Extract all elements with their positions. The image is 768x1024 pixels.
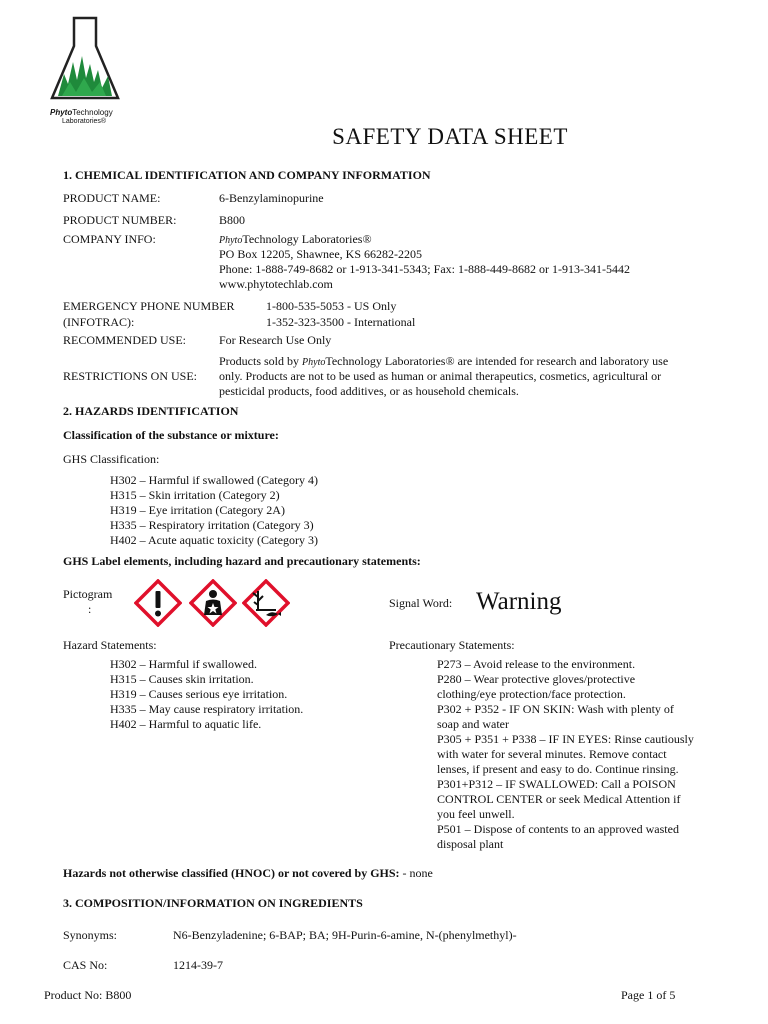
emergency-label-2: (INFOTRAC): <box>63 315 135 329</box>
emergency-intl: 1-352-323-3500 - International <box>266 315 416 329</box>
ghs-classification-label: GHS Classification: <box>63 452 160 466</box>
synonyms-value: N6-Benzyladenine; 6-BAP; BA; 9H-Purin-6-amine, N-(phenylmethyl)- <box>173 928 517 942</box>
restrictions-post: Technology Laboratories® are intended for research and laboratory use <box>325 354 669 368</box>
footer-page-number: Page 1 of 5 <box>621 988 676 1002</box>
list-item: disposal plant <box>437 837 504 851</box>
list-item: P501 – Dispose of contents to an approved wasted <box>437 822 679 836</box>
logo-brand-prefix: Phyto <box>50 108 73 117</box>
list-item: H335 – May cause respiratory irritation. <box>110 702 304 716</box>
hazard-statements-label: Hazard Statements: <box>63 638 157 652</box>
recommended-use-value: For Research Use Only <box>219 333 332 347</box>
hnoc-line <box>63 866 433 881</box>
list-item: H315 – Causes skin irritation. <box>110 672 254 686</box>
product-name-label: PRODUCT NAME: <box>63 191 161 205</box>
list-item: H319 – Eye irritation (Category 2A) <box>110 503 285 517</box>
synonyms-label: Synonyms: <box>63 928 118 942</box>
footer-product-no: Product No: B800 <box>44 988 132 1002</box>
classification-heading: Classification of the substance or mixture: <box>63 428 279 442</box>
restrictions-line-1 <box>219 354 668 369</box>
precautionary-statements-label: Precautionary Statements: <box>389 638 515 652</box>
list-item: you feel unwell. <box>437 807 515 821</box>
flask-logo-icon <box>40 12 130 122</box>
product-number-value: B800 <box>219 213 246 227</box>
emergency-label-1: EMERGENCY PHONE NUMBER <box>63 299 235 313</box>
list-item: P302 + P352 - IF ON SKIN: Wash with plenty of <box>437 702 674 716</box>
hnoc-value: - none <box>399 866 433 880</box>
signal-word-label: Signal Word: <box>389 596 453 610</box>
product-number-label: PRODUCT NUMBER: <box>63 213 177 227</box>
emergency-us: 1-800-535-5053 - US Only <box>266 299 397 313</box>
recommended-use-label: RECOMMENDED USE: <box>63 333 187 347</box>
list-item: with water for several minutes. Remove contact <box>437 747 667 761</box>
restrictions-line-2: only. Products are not to be used as human or animal therapeutics, cosmetics, agricultural or <box>219 369 662 383</box>
pictogram-colon: : <box>88 602 92 616</box>
health-hazard-pictogram-icon <box>189 579 237 627</box>
section3-heading: 3. COMPOSITION/INFORMATION ON INGREDIENTS <box>63 896 363 910</box>
list-item: soap and water <box>437 717 509 731</box>
exclamation-mark-pictogram-icon <box>134 579 182 627</box>
restrictions-pre: Products sold by <box>219 354 303 368</box>
list-item: P280 – Wear protective gloves/protective <box>437 672 636 686</box>
company-logo <box>40 12 130 132</box>
company-address: PO Box 12205, Shawnee, KS 66282-2205 <box>219 247 422 261</box>
section1-heading: 1. CHEMICAL IDENTIFICATION AND COMPANY INFORMATION <box>63 168 431 182</box>
signal-word-value: Warning <box>476 588 562 615</box>
list-item: P273 – Avoid release to the environment. <box>437 657 636 671</box>
label-elements-heading: GHS Label elements, including hazard and precautionary statements: <box>63 554 421 568</box>
list-item: H302 – Harmful if swallowed. <box>110 657 257 671</box>
list-item: P301+P312 – IF SWALLOWED: Call a POISON <box>437 777 676 791</box>
cas-value: 1214-39-7 <box>173 958 223 972</box>
company-web: www.phytotechlab.com <box>219 277 333 291</box>
restrictions-line-3: pesticidal products, food additives, or as household chemicals. <box>219 384 519 398</box>
company-info-label: COMPANY INFO: <box>63 232 156 246</box>
product-name-value: 6-Benzylaminopurine <box>219 191 324 205</box>
restrictions-prefix: Phyto <box>302 357 326 368</box>
company-prefix: Phyto <box>219 235 243 246</box>
logo-brand-line2: Laboratories® <box>62 118 107 125</box>
company-phone: Phone: 1-888-749-8682 or 1-913-341-5343; Fax: 1-888-449-8682 or 1-913-341-5442 <box>219 262 630 276</box>
page-title: SAFETY DATA SHEET <box>332 124 568 149</box>
pictogram-label: Pictogram <box>63 587 113 601</box>
company-name-text: Technology Laboratories® <box>242 232 372 246</box>
logo-brand-suffix: Technology <box>72 108 113 117</box>
restrictions-label: RESTRICTIONS ON USE: <box>63 369 198 383</box>
hnoc-label: Hazards not otherwise classified (HNOC) or not covered by GHS: <box>63 866 400 880</box>
list-item: H302 – Harmful if swallowed (Category 4) <box>110 473 318 487</box>
list-item: CONTROL CENTER or seek Medical Attention if <box>437 792 681 806</box>
company-name <box>219 232 372 247</box>
list-item: lenses, if present and easy to do. Continue rinsing. <box>437 762 679 776</box>
section2-heading: 2. HAZARDS IDENTIFICATION <box>63 404 239 418</box>
list-item: H335 – Respiratory irritation (Category 3) <box>110 518 314 532</box>
environment-pictogram-icon <box>242 579 290 627</box>
list-item: H402 – Harmful to aquatic life. <box>110 717 262 731</box>
list-item: H402 – Acute aquatic toxicity (Category 3) <box>110 533 318 547</box>
classification-list <box>110 473 318 548</box>
list-item: P305 + P351 + P338 – IF IN EYES: Rinse cautiously <box>437 732 694 746</box>
list-item: clothing/eye protection/face protection. <box>437 687 626 701</box>
list-item: H315 – Skin irritation (Category 2) <box>110 488 280 502</box>
precautionary-statements-list <box>437 657 694 852</box>
list-item: H319 – Causes serious eye irritation. <box>110 687 288 701</box>
cas-label: CAS No: <box>63 958 108 972</box>
hazard-statements-list <box>110 657 303 732</box>
